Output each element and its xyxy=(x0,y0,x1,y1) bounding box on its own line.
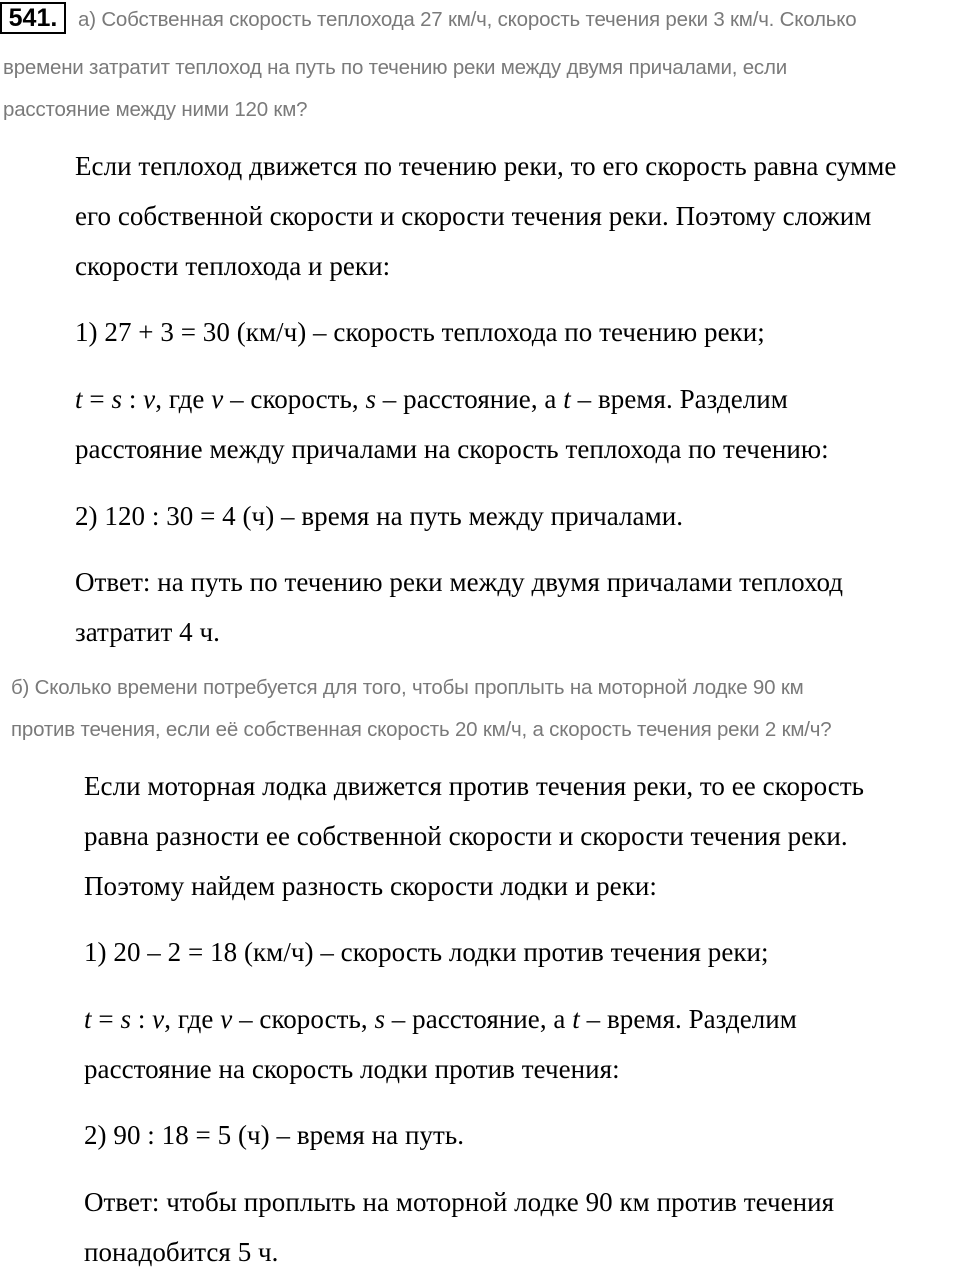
solution-b-intro-line-2: равна разности ее собственной скорости и скорости течения реки. xyxy=(84,821,848,851)
solution-a-step-2: 2) 120 : 30 = 4 (ч) – время на путь между причалами. xyxy=(75,501,684,531)
task-a-question-line-3: расстояние между ними 120 км? xyxy=(3,98,308,121)
var-s-2: s xyxy=(374,1004,385,1034)
task-number-badge: 541. xyxy=(0,2,66,34)
equals-sign: = xyxy=(91,1004,121,1034)
var-v: v xyxy=(143,384,156,414)
var-v-2: v xyxy=(220,1004,233,1034)
task-a-question-line-1: а) Собственная скорость теплохода 27 км/ч, скорость течения реки 3 км/ч. Сколько xyxy=(78,8,857,31)
var-v: v xyxy=(152,1004,165,1034)
var-t-2: t xyxy=(563,384,571,414)
formula-text-1: , где xyxy=(164,1004,221,1034)
formula-text-2: – скорость, xyxy=(223,384,366,414)
task-b-question-line-1: б) Сколько времени потребуется для того, чтобы проплыть на моторной лодке 90 км xyxy=(11,676,804,699)
var-t: t xyxy=(84,1004,92,1034)
var-s: s xyxy=(120,1004,132,1034)
var-s-2: s xyxy=(365,384,376,414)
equals-sign: = xyxy=(82,384,112,414)
formula-text-3: – расстояние, а xyxy=(376,384,564,414)
var-v-2: v xyxy=(211,384,224,414)
solution-a-intro-line-1: Если теплоход движется по течению реки, то его скорость равна сумме xyxy=(75,151,897,181)
var-t: t xyxy=(75,384,83,414)
task-a-question-line-2: времени затратит теплоход на путь по течению реки между двумя причалами, если xyxy=(3,56,787,79)
formula-text-4: – время. Разделим xyxy=(579,1004,797,1034)
answer-b-line-2: понадобится 5 ч. xyxy=(84,1237,279,1267)
var-s: s xyxy=(111,384,123,414)
task-b-question-line-2: против течения, если её собственная скорость 20 км/ч, а скорость течения реки 2 км/ч? xyxy=(11,718,832,741)
colon-sign: : xyxy=(131,1004,153,1034)
formula-text-3: – расстояние, а xyxy=(385,1004,573,1034)
solution-b-step-1: 1) 20 – 2 = 18 (км/ч) – скорость лодки против течения реки; xyxy=(84,937,769,967)
answer-a-line-1: Ответ: на путь по течению реки между двумя причалами теплоход xyxy=(75,567,844,597)
solution-a-formula xyxy=(75,384,788,415)
solution-b-formula xyxy=(84,1004,797,1035)
answer-b-line-1: Ответ: чтобы проплыть на моторной лодке 90 км против течения xyxy=(84,1187,835,1217)
solution-a-step-1: 1) 27 + 3 = 30 (км/ч) – скорость теплохода по течению реки; xyxy=(75,317,765,347)
solution-b-intro-line-1: Если моторная лодка движется против течения реки, то ее скорость xyxy=(84,771,865,801)
solution-b-step-2: 2) 90 : 18 = 5 (ч) – время на путь. xyxy=(84,1120,465,1150)
formula-text-2: – скорость, xyxy=(232,1004,375,1034)
colon-sign: : xyxy=(122,384,144,414)
solution-a-intro-line-3: скорости теплохода и реки: xyxy=(75,251,391,281)
solution-b-divide-line: расстояние на скорость лодки против течения: xyxy=(84,1054,620,1084)
solution-b-intro-line-3: Поэтому найдем разность скорости лодки и реки: xyxy=(84,871,657,901)
formula-text-1: , где xyxy=(155,384,212,414)
formula-text-4: – время. Разделим xyxy=(570,384,788,414)
solution-a-intro-line-2: его собственной скорости и скорости течения реки. Поэтому сложим xyxy=(75,201,872,231)
solution-a-divide-line: расстояние между причалами на скорость теплохода по течению: xyxy=(75,434,829,464)
var-t-2: t xyxy=(572,1004,580,1034)
answer-a-line-2: затратит 4 ч. xyxy=(75,617,220,647)
